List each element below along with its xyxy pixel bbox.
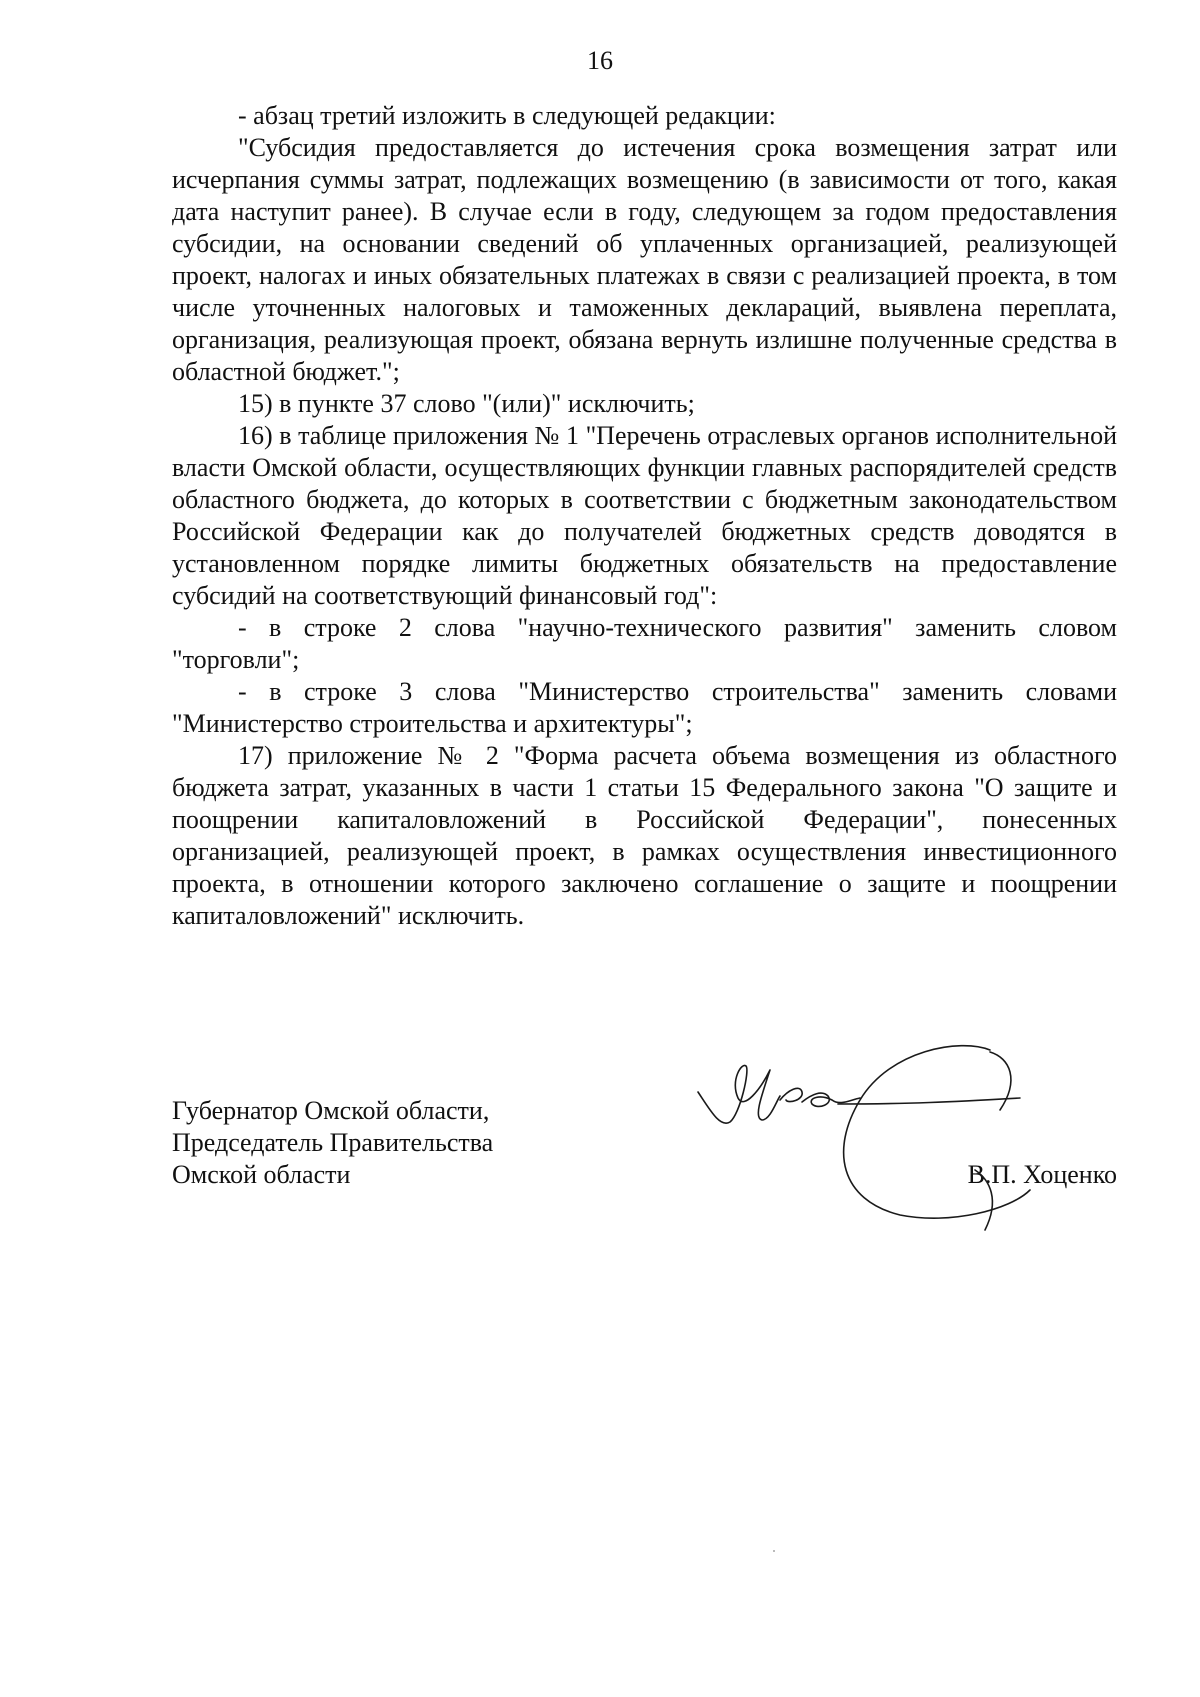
paragraph: - в строке 3 слова "Министерство строительства" заменить словами "Министерство строительства и архитектуры"; [172,677,1117,738]
paragraph: 17) приложение № 2 "Форма расчета объема возмещения из областного бюджета затрат, указанных в части 1 статьи 15 Федерального закона "О защите и поощрении капиталовложений в Российской Федерации", понесенных организацией, реализующей проект, в рамках осуществления инвестиционного проекта, в отношении которого заключено соглашение о защите и поощрении капиталовложений" исключить. [172,741,1117,930]
page-number: 16 [587,46,613,75]
position-line: Председатель Правительства [172,1128,494,1157]
paragraph: 15) в пункте 37 слово "(или)" исключить; [238,389,695,418]
paragraph: - в строке 2 слова "научно-технического развития" заменить словом "торговли"; [172,613,1117,674]
position-line: Омской области [172,1160,351,1189]
paragraph: 16) в таблице приложения № 1 "Перечень отраслевых органов исполнительной власти Омской области, осуществляющих функции главных распорядителей средств областного бюджета, до которых в соответствии с бюджетным законодательством Российской Федерации как до получателей бюджетных средств доводятся в установленном порядке лимиты бюджетных обязательств на предоставление субсидий на соответствующий финансовый год": [172,421,1117,610]
signatory-name: В.П. Хоценко [967,1160,1117,1189]
paragraph: - абзац третий изложить в следующей редакции: [238,101,776,130]
paragraph: "Субсидия предоставляется до истечения срока возмещения затрат или исчерпания суммы затрат, подлежащих возмещению (в зависимости от того, какая дата наступит ранее). В случае если в году, следующем за годом предоставления субсидии, на основании сведений об уплаченных организацией, реализующей проект, налогах и иных обязательных платежах в связи с реализацией проекта, в том числе уточненных налоговых и таможенных деклараций, выявлена переплата, организация, реализующая проект, обязана вернуть излишне полученные средства в областной бюджет."; [172,133,1117,386]
signatory-position [172,1095,493,1191]
handwritten-signature [690,1040,1070,1240]
position-line: Губернатор Омской области, [172,1096,490,1125]
scan-speck [773,1550,775,1552]
document-body [172,100,1117,932]
